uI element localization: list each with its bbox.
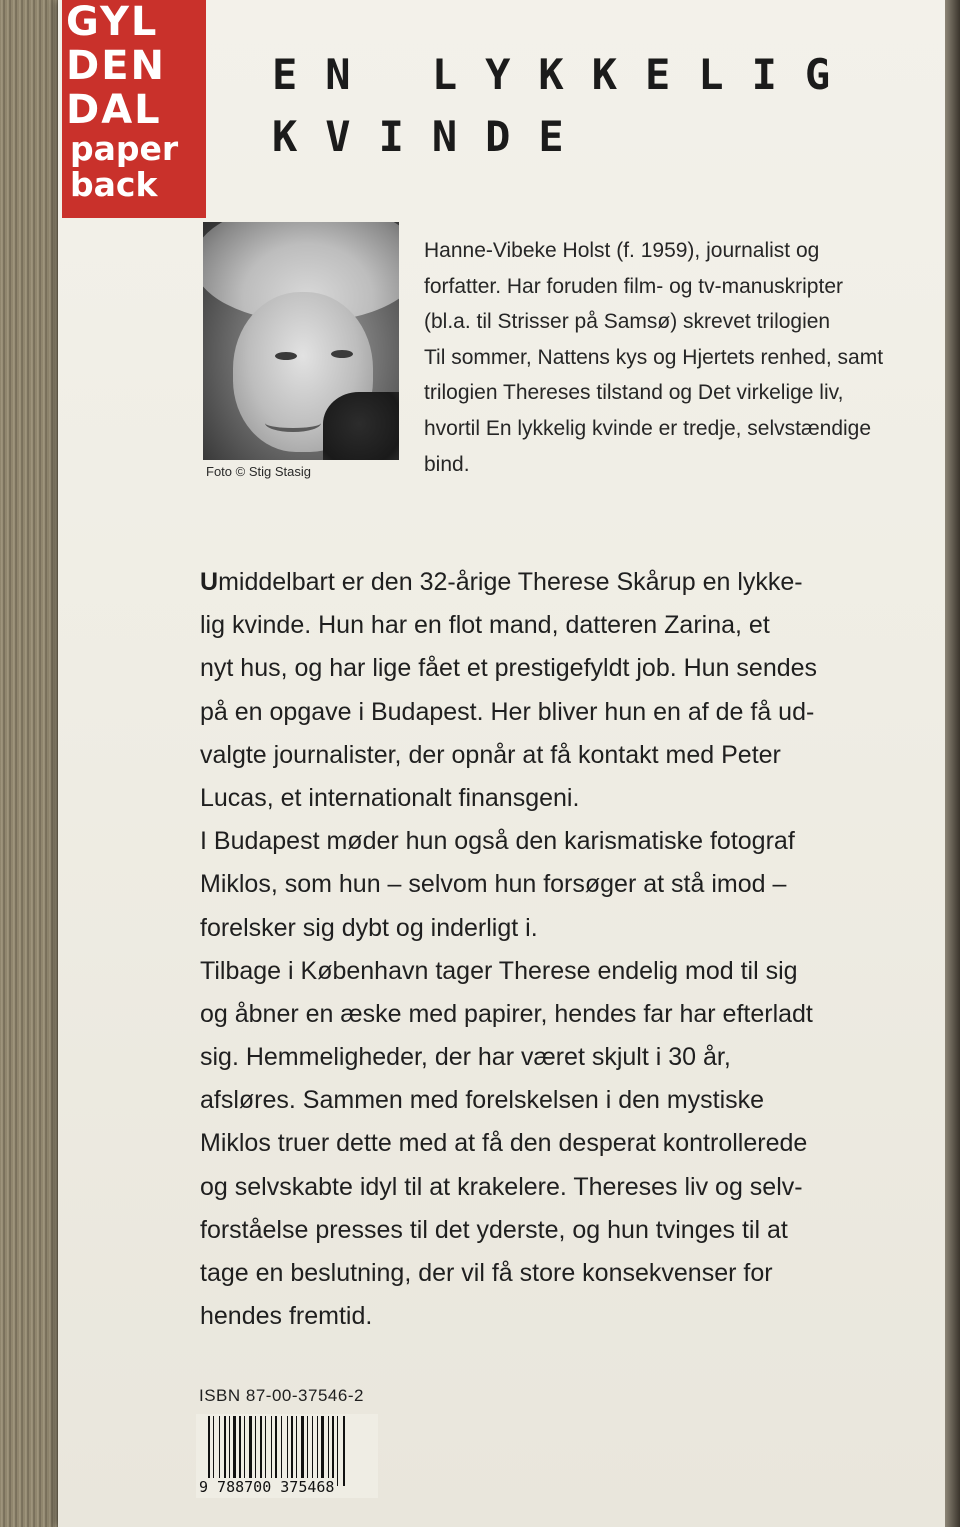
book-title-line-1: EN LYKKELIG <box>272 50 859 99</box>
isbn-label: ISBN 87-00-37546-2 <box>199 1386 364 1405</box>
barcode-bar <box>229 1416 230 1486</box>
barcode-bar <box>249 1416 252 1486</box>
synopsis-line: Lucas, et internationalt finansgeni. <box>200 783 580 812</box>
logo-line: GYL <box>66 0 159 45</box>
logo-line: DEN <box>66 43 167 89</box>
author-bio <box>424 233 914 482</box>
barcode-bar <box>301 1416 304 1486</box>
barcode-bar <box>296 1416 297 1486</box>
bio-line: Til sommer, Nattens kys og Hjertets renhed, samt <box>424 345 884 369</box>
barcode-bar <box>321 1416 324 1486</box>
synopsis-line: tage en beslutning, der vil få store konsekvenser for <box>200 1259 773 1287</box>
cover-shadow <box>945 0 960 1527</box>
synopsis <box>200 561 900 1338</box>
barcode-bar <box>287 1416 288 1486</box>
barcode-bar <box>239 1416 241 1486</box>
barcode-bar <box>328 1416 329 1486</box>
barcode-bar <box>265 1416 266 1486</box>
barcode-bar <box>224 1416 226 1486</box>
photo-eye <box>331 350 353 358</box>
synopsis-first-line <box>200 561 900 604</box>
author-photo <box>203 222 399 460</box>
barcode-bar <box>307 1416 308 1486</box>
synopsis-line: Miklos, som hun – selvom hun forsøger at stå imod – <box>200 870 787 899</box>
barcode-bar <box>317 1416 318 1486</box>
barcode-bar <box>337 1416 338 1486</box>
synopsis-line: på en opgave i Budapest. Her bliver hun en af de få ud- <box>200 697 815 726</box>
synopsis-line: Tilbage i København tager Therese endelig mod til sig <box>200 956 798 985</box>
synopsis-line: hendes fremtid. <box>200 1302 373 1331</box>
barcode-number: 9 788700 375468 <box>199 1478 335 1496</box>
synopsis-dropcap: U <box>200 568 219 596</box>
logo-line: back <box>70 165 158 204</box>
barcode-bar <box>213 1416 214 1486</box>
barcode-bar <box>233 1416 236 1486</box>
barcode-bar <box>291 1416 293 1486</box>
bio-line: bind. <box>424 452 470 476</box>
bio-line: forfatter. Har foruden film- og tv-manuskripter <box>424 274 843 298</box>
barcode-bar <box>332 1416 334 1486</box>
bio-line: trilogien Thereses tilstand og Det virkelige liv, <box>424 381 844 405</box>
synopsis-line: lig kvinde. Hun har en flot mand, datteren Zarina, et <box>200 611 770 640</box>
synopsis-line: forståelse presses til det yderste, og hun tvinges til at <box>200 1215 788 1244</box>
photo-eye <box>275 352 297 360</box>
barcode-bar <box>275 1416 277 1486</box>
bio-line: hvortil En lykkelig kvinde er tredje, selvstændige <box>424 416 872 440</box>
barcode-bar <box>244 1416 245 1486</box>
synopsis-first-line-text: middelbart er den 32-årige Therese Skårup en lykke- <box>218 568 803 596</box>
barcode-bar <box>281 1416 282 1486</box>
synopsis-line: Miklos truer dette med at få den desperat kontrollerede <box>200 1129 808 1158</box>
barcode-bar <box>260 1416 262 1486</box>
book-title-line-2: KVINDE <box>272 112 592 161</box>
logo-line: paper <box>70 129 179 168</box>
synopsis-line: og selvskabte idyl til at krakelere. Thereses liv og selv- <box>200 1172 803 1201</box>
bio-line: (bl.a. til Strisser på Samsø) skrevet trilogien <box>424 310 831 334</box>
barcode-bar <box>255 1416 256 1486</box>
barcode-bar <box>312 1416 313 1486</box>
synopsis-line: nyt hus, og har lige fået et prestigefyldt job. Hun sendes <box>200 654 818 683</box>
barcode-bar <box>343 1416 345 1486</box>
bio-line: Hanne-Vibeke Holst (f. 1959), journalist og <box>424 239 820 262</box>
synopsis-line: valgte journalister, der opnår at få kontakt med Peter <box>200 740 781 769</box>
photo-credit: Foto © Stig Stasig <box>206 464 311 479</box>
barcode-bar <box>271 1416 272 1486</box>
synopsis-line: I Budapest møder hun også den karismatiske fotograf <box>200 827 795 856</box>
synopsis-line: og åbner en æske med papirer, hendes far har efterladt <box>200 999 813 1028</box>
synopsis-line: sig. Hemmeligheder, der har været skjult i 30 år, <box>200 1043 731 1072</box>
gyldendal-paperback-logo <box>62 0 206 218</box>
barcode-bar <box>208 1416 210 1486</box>
synopsis-line: afsløres. Sammen med forelskelsen i den mystiske <box>200 1086 765 1115</box>
photo-mouth <box>265 414 321 432</box>
barcode-bar <box>219 1416 220 1486</box>
photo-scarf <box>323 392 399 460</box>
synopsis-line: forelsker sig dybt og inderligt i. <box>200 913 538 942</box>
logo-line: DAL <box>66 87 162 133</box>
